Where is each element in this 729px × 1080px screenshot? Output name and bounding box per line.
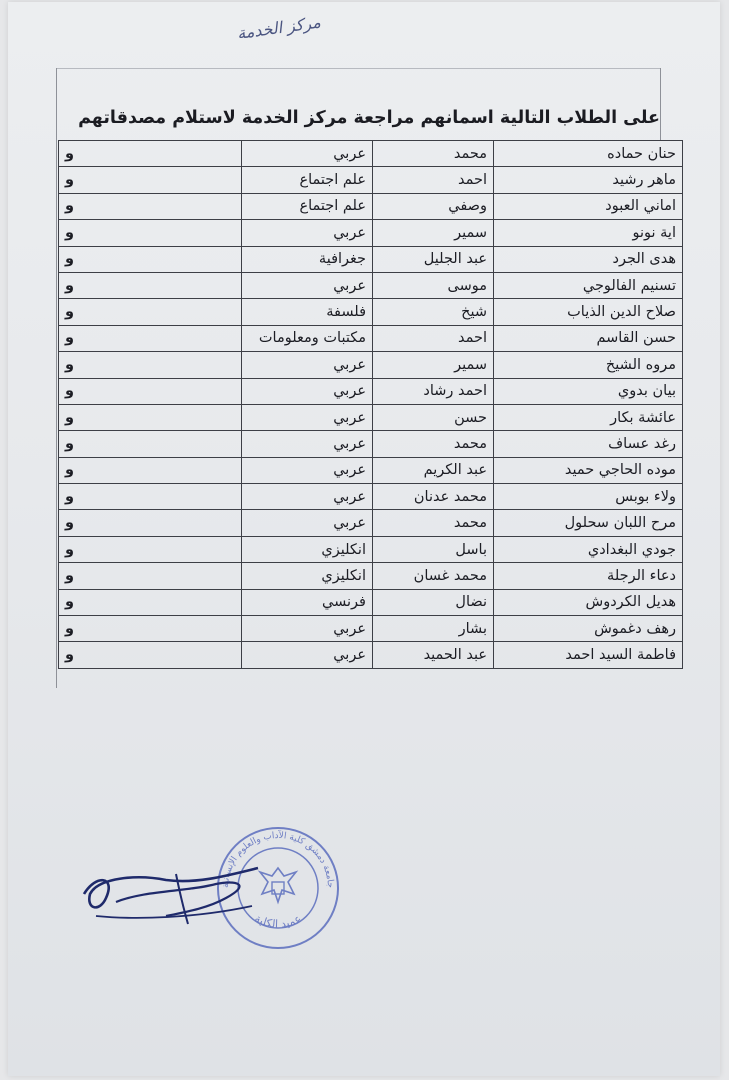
department-cell: فلسفة xyxy=(242,299,373,325)
table-row xyxy=(59,510,683,536)
status-mark-cell: و xyxy=(59,404,242,430)
status-mark-cell: و xyxy=(59,299,242,325)
department-cell: علم اجتماع xyxy=(242,167,373,193)
signature xyxy=(76,854,266,934)
table-row xyxy=(59,404,683,430)
stamp-ring-textpath: جامعة دمشق كلية الآداب والعلوم الإنسانية xyxy=(220,830,336,889)
department-cell: عربي xyxy=(242,431,373,457)
status-mark-cell: و xyxy=(59,510,242,536)
status-mark-cell: و xyxy=(59,484,242,510)
page-title: على الطلاب التالية اسمانهم مراجعة مركز الخدمة لاستلام مصدقاتهم xyxy=(78,108,660,128)
status-mark-cell: و xyxy=(59,642,242,668)
status-mark-cell: و xyxy=(59,325,242,351)
status-mark-cell: و xyxy=(59,141,242,167)
table-row xyxy=(59,299,683,325)
table-row xyxy=(59,536,683,562)
father-name-cell: وصفي xyxy=(373,193,494,219)
student-name-cell: صلاح الدين الذياب xyxy=(494,299,683,325)
frame-right-line xyxy=(660,68,661,140)
father-name-cell: حسن xyxy=(373,404,494,430)
signature-stroke-4 xyxy=(96,906,252,918)
table-row xyxy=(59,431,683,457)
status-mark-cell: و xyxy=(59,193,242,219)
department-cell: عربي xyxy=(242,404,373,430)
father-name-cell: محمد xyxy=(373,431,494,457)
department-cell: جغرافية xyxy=(242,246,373,272)
department-cell: فرنسي xyxy=(242,589,373,615)
table-row xyxy=(59,642,683,668)
table-row xyxy=(59,167,683,193)
student-name-cell: حنان حماده xyxy=(494,141,683,167)
student-name-cell: ولاء بوبس xyxy=(494,484,683,510)
status-mark-cell: و xyxy=(59,616,242,642)
department-cell: عربي xyxy=(242,484,373,510)
table-row xyxy=(59,141,683,167)
status-mark-cell: و xyxy=(59,272,242,298)
table-row xyxy=(59,563,683,589)
father-name-cell: سمير xyxy=(373,352,494,378)
student-name-cell: فاطمة السيد احمد xyxy=(494,642,683,668)
student-name-cell: دعاء الرجلة xyxy=(494,563,683,589)
student-name-cell: بيان بدوي xyxy=(494,378,683,404)
student-name-cell: اية نونو xyxy=(494,220,683,246)
student-name-cell: مرح اللبان سحلول xyxy=(494,510,683,536)
student-name-cell: تسنيم الفالوجي xyxy=(494,272,683,298)
table-row xyxy=(59,193,683,219)
father-name-cell: نضال xyxy=(373,589,494,615)
father-name-cell: احمد xyxy=(373,167,494,193)
father-name-cell: عبد الحميد xyxy=(373,642,494,668)
status-mark-cell: و xyxy=(59,457,242,483)
department-cell: علم اجتماع xyxy=(242,193,373,219)
father-name-cell: احمد رشاد xyxy=(373,378,494,404)
status-mark-cell: و xyxy=(59,352,242,378)
student-name-cell: رغد عساف xyxy=(494,431,683,457)
father-name-cell: عبد الكريم xyxy=(373,457,494,483)
student-name-cell: هدى الجرد xyxy=(494,246,683,272)
document-page xyxy=(8,2,720,1076)
status-mark-cell: و xyxy=(59,431,242,457)
department-cell: عربي xyxy=(242,642,373,668)
father-name-cell: محمد xyxy=(373,141,494,167)
table-row xyxy=(59,352,683,378)
father-name-cell: شيخ xyxy=(373,299,494,325)
father-name-cell: بشار xyxy=(373,616,494,642)
students-table xyxy=(58,140,683,669)
table-row xyxy=(59,220,683,246)
status-mark-cell: و xyxy=(59,220,242,246)
department-cell: عربي xyxy=(242,457,373,483)
status-mark-cell: و xyxy=(59,589,242,615)
table-row xyxy=(59,246,683,272)
department-cell: انكليزي xyxy=(242,536,373,562)
student-name-cell: ماهر رشيد xyxy=(494,167,683,193)
father-name-cell: محمد عدنان xyxy=(373,484,494,510)
department-cell: عربي xyxy=(242,272,373,298)
department-cell: عربي xyxy=(242,141,373,167)
status-mark-cell: و xyxy=(59,563,242,589)
status-mark-cell: و xyxy=(59,167,242,193)
student-name-cell: عائشة بكار xyxy=(494,404,683,430)
table-row xyxy=(59,484,683,510)
table-row xyxy=(59,378,683,404)
student-name-cell: رهف دغموش xyxy=(494,616,683,642)
father-name-cell: احمد xyxy=(373,325,494,351)
handwritten-note: مركز الخدمة xyxy=(235,12,322,44)
department-cell: عربي xyxy=(242,220,373,246)
student-name-cell: هديل الكردوش xyxy=(494,589,683,615)
student-name-cell: موده الحاجي حميد xyxy=(494,457,683,483)
students-table-body xyxy=(59,141,683,669)
department-cell: مكتبات ومعلومات xyxy=(242,325,373,351)
table-row xyxy=(59,272,683,298)
father-name-cell: موسى xyxy=(373,272,494,298)
status-mark-cell: و xyxy=(59,246,242,272)
stamp-bottom-textpath: عميد الكلية xyxy=(252,911,304,931)
department-cell: عربي xyxy=(242,352,373,378)
frame-top-line xyxy=(56,68,660,69)
department-cell: انكليزي xyxy=(242,563,373,589)
father-name-cell: باسل xyxy=(373,536,494,562)
table-row xyxy=(59,457,683,483)
department-cell: عربي xyxy=(242,510,373,536)
status-mark-cell: و xyxy=(59,378,242,404)
student-name-cell: اماني العبود xyxy=(494,193,683,219)
table-row xyxy=(59,325,683,351)
father-name-cell: محمد غسان xyxy=(373,563,494,589)
student-name-cell: حسن القاسم xyxy=(494,325,683,351)
table-row xyxy=(59,589,683,615)
frame-left-line xyxy=(56,68,57,688)
student-name-cell: جودي البغدادي xyxy=(494,536,683,562)
father-name-cell: سمير xyxy=(373,220,494,246)
father-name-cell: محمد xyxy=(373,510,494,536)
status-mark-cell: و xyxy=(59,536,242,562)
student-name-cell: مروه الشيخ xyxy=(494,352,683,378)
father-name-cell: عبد الجليل xyxy=(373,246,494,272)
department-cell: عربي xyxy=(242,378,373,404)
table-row xyxy=(59,616,683,642)
signature-stroke-1 xyxy=(84,868,258,907)
department-cell: عربي xyxy=(242,616,373,642)
